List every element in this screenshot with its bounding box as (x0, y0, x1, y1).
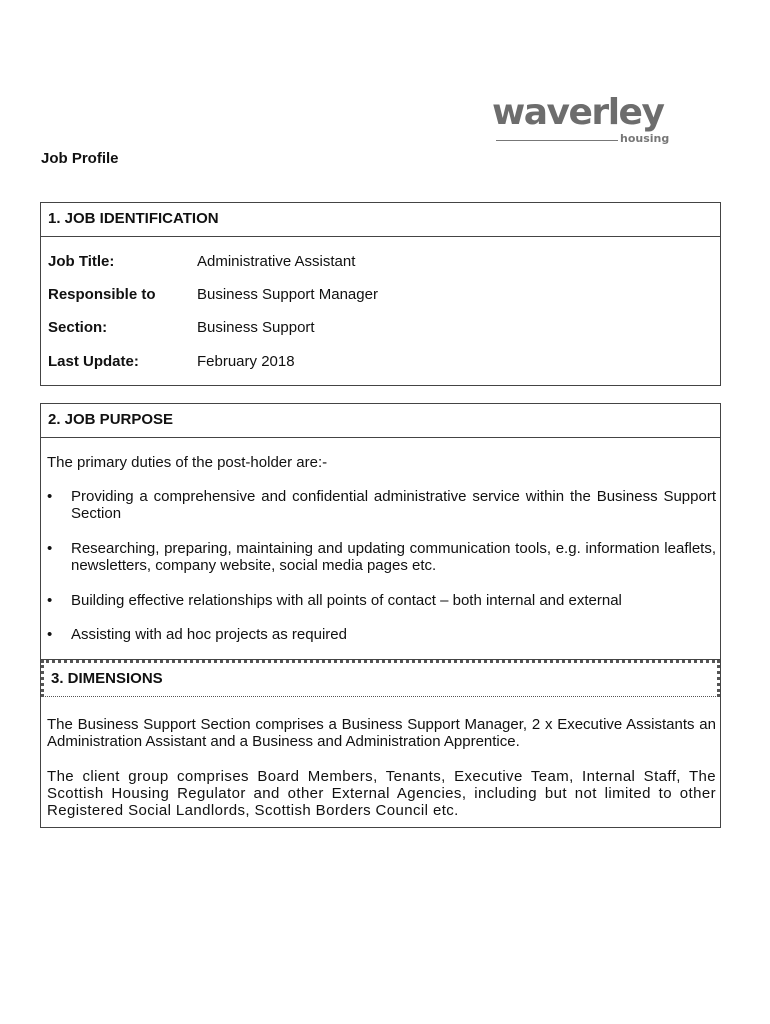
document-title: Job Profile (41, 150, 119, 167)
last-update-label: Last Update: (48, 353, 139, 370)
dimensions-paragraph-clients: The client group comprises Board Members, Tenants, Executive Team, Internal Staff, The Scottish Housing Regulator and other External Agencies, including but not limited to other Registered Social Landlords, Scottish Borders Council etc. (47, 768, 716, 819)
bullet-icon: • (47, 626, 53, 643)
list-item-text: Providing a comprehensive and confidential administrative service within the Business Support Section (71, 488, 716, 522)
job-title-label: Job Title: (48, 253, 115, 270)
logo-wordmark: waverley (492, 92, 664, 133)
waverley-housing-logo (492, 92, 674, 148)
job-purpose-heading: 2. JOB PURPOSE (41, 404, 720, 438)
bullet-icon: • (47, 540, 53, 557)
job-purpose-section (40, 403, 721, 660)
logo-rule (496, 140, 618, 141)
dimensions-heading: 3. DIMENSIONS (41, 660, 720, 697)
job-title-value: Administrative Assistant (197, 253, 356, 270)
list-item-text: Assisting with ad hoc projects as required (71, 626, 347, 643)
dimensions-section (40, 659, 721, 828)
bullet-icon: • (47, 592, 53, 609)
logo-subtitle: housing (620, 132, 670, 145)
section-label: Section: (48, 319, 108, 336)
section-value: Business Support (197, 319, 315, 336)
responsible-to-value: Business Support Manager (197, 286, 378, 303)
job-identification-section (40, 202, 721, 386)
job-identification-heading: 1. JOB IDENTIFICATION (41, 203, 720, 237)
list-item-text: Researching, preparing, maintaining and updating communication tools, e.g. information leaflets, newsletters, company website, social media pages etc. (71, 540, 716, 574)
list-item-text: Building effective relationships with all points of contact – both internal and external (71, 592, 622, 609)
last-update-value: February 2018 (197, 353, 295, 370)
bullet-icon: • (47, 488, 53, 505)
job-purpose-intro: The primary duties of the post-holder are:- (47, 454, 328, 471)
responsible-to-label: Responsible to (48, 286, 156, 303)
dimensions-paragraph-staff: The Business Support Section comprises a Business Support Manager, 2 x Executive Assistants an Administration Assistant and a Business and Administration Apprentice. (47, 716, 716, 750)
